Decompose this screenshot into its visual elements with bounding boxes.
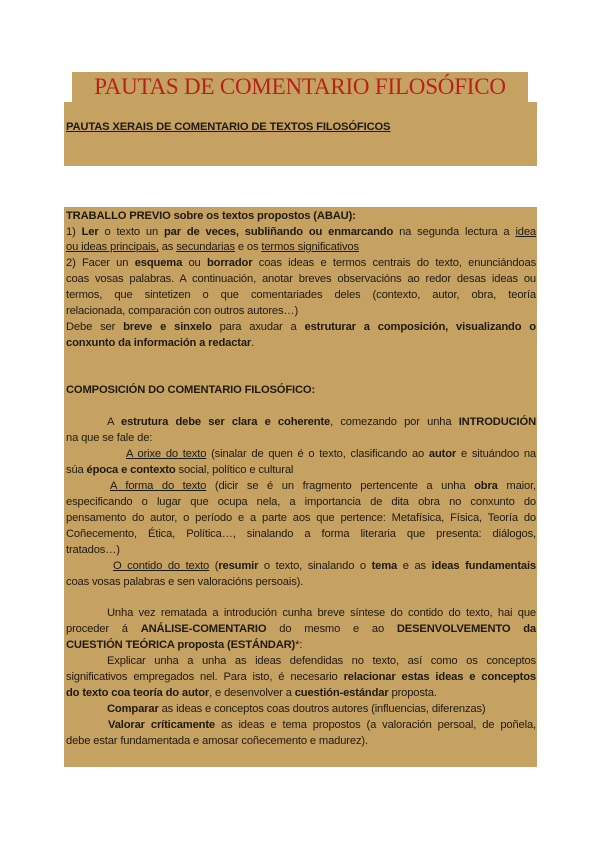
text: o texto un — [98, 226, 164, 238]
traballo-p3-line2 — [66, 337, 536, 350]
text: as — [158, 241, 177, 253]
text: as ideas e tema propostos (a valoración persoal, de poñela, — [214, 719, 536, 731]
text: A orixe do texto — [126, 448, 207, 460]
traballo-p2-line4: relacionada, comparación con outros autores…) — [66, 305, 299, 317]
text: e as — [397, 560, 432, 572]
text: (sinalar de quen é o texto, clasificando ao — [206, 448, 429, 460]
orixe-line2 — [66, 464, 536, 477]
text: A forma do texto — [110, 480, 207, 492]
text: . — [251, 337, 255, 349]
text: CUESTIÓN TEÓRICA proposta (ESTÁNDAR) — [66, 639, 296, 651]
text: conxunto da información a redactar — [66, 337, 252, 349]
contido-line2: coas vosas palabras e sen valoracións persoais). — [66, 576, 304, 588]
text: do texto coa teoría do autor — [66, 687, 210, 699]
text: idea — [515, 226, 536, 238]
unha-line2 — [66, 623, 536, 636]
text: ANÁLISE-COMENTARIO — [140, 623, 267, 635]
forma-line4: Coñecemento, Ética, Política…, sinalando a forma literaria que presenta: diálogos, — [66, 528, 536, 540]
explicar-line2 — [66, 671, 536, 684]
text: breve e sinxelo — [123, 321, 212, 333]
text: proceder á — [66, 623, 141, 635]
text: as ideas e conceptos coas doutros autores (influencias, diferenzas) — [158, 703, 486, 715]
text: resumir — [218, 560, 259, 572]
text: súa — [66, 464, 87, 476]
subtitle: PAUTAS XERAIS DE COMENTARIO DE TEXTOS FILOSÓFICOS — [66, 121, 391, 133]
text: autor — [428, 448, 457, 460]
text: Comparar — [107, 703, 159, 715]
forma-line1 — [110, 480, 536, 493]
text: COMPOSICIÓN DO COMENTARIO FILOSÓFICO: — [66, 384, 316, 396]
text: maior, — [497, 480, 536, 492]
text: INTRODUCIÓN — [458, 416, 536, 428]
forma-line3: pensamento do autor, o período e a parte aos que pertence: Metafísica, Física, Teoría do — [66, 512, 536, 524]
text: do mesmo e ao — [266, 623, 397, 635]
text: ou ideas principais, — [66, 241, 159, 253]
comparar-line — [107, 703, 536, 716]
text: termos significativos — [261, 241, 359, 253]
explicar-line3 — [66, 687, 536, 700]
text: Ler — [81, 226, 99, 238]
text: ( — [209, 560, 219, 572]
text: Debe ser — [66, 321, 124, 333]
valorar-line1 — [108, 719, 536, 732]
title-box — [72, 72, 528, 102]
text: relacionar estas ideas e conceptos — [343, 671, 536, 683]
text: obra — [474, 480, 498, 492]
text: estruturar a composición, visualizando o — [304, 321, 536, 333]
text: coas ideas e termos centrais do texto, enunciándoas — [252, 257, 537, 269]
text: social, político e cultural — [175, 464, 294, 476]
intro-line1 — [107, 416, 536, 429]
text: , comezando por unha — [330, 416, 459, 428]
text: Valorar críticamente — [108, 719, 215, 731]
text: ou — [182, 257, 207, 269]
forma-line2: especificando o lugar que ocupa nela, a importancia de dita obra no conxunto do — [66, 496, 536, 508]
text: na segunda lectura a — [393, 226, 516, 238]
traballo-p1-line2 — [66, 241, 536, 254]
intro-line2: na que se fale de: — [66, 432, 153, 444]
text: e situándoo na — [456, 448, 536, 460]
unha-line3 — [66, 639, 536, 652]
text: *: — [295, 639, 303, 651]
subtitle-panel — [64, 102, 537, 166]
valorar-line2: debe estar fundamentada e amosar coñecemento e madurez). — [66, 735, 368, 747]
text: ideas fundamentais — [431, 560, 537, 572]
traballo-p2-line3: termos, que sintetizen o que comentariades deles (contexto, autor, obra, teoría — [66, 289, 536, 301]
text: estrutura debe ser clara e coherente — [121, 416, 331, 428]
page-title: PAUTAS DE COMENTARIO FILOSÓFICO — [94, 74, 506, 99]
text: secundarias — [176, 241, 235, 253]
text: 2) Facer un — [66, 257, 135, 269]
text: , e desenvolver a — [209, 687, 295, 699]
traballo-p3-line1 — [66, 321, 536, 334]
composicion-heading — [66, 384, 536, 397]
text: DESENVOLVEMENTO da — [396, 623, 537, 635]
unha-line1: Unha vez rematada a introdución cunha breve síntese do contido do texto, hai que — [107, 607, 536, 619]
text: borrador — [206, 257, 253, 269]
text: tema — [371, 560, 398, 572]
forma-line5: tratados…) — [66, 544, 120, 556]
text: para axudar a — [211, 321, 305, 333]
text: o texto, sinalando o — [258, 560, 372, 572]
traballo-p2-line2: coas vosas palabras. A continuación, anotar breves observacións ao redor desas ideas ou — [66, 273, 536, 285]
text: O contido do texto — [113, 560, 210, 572]
traballo-p1-line1 — [66, 226, 536, 239]
traballo-heading: TRABALLO PREVIO sobre os textos propostos (ABAU): — [66, 210, 356, 222]
orixe-line1 — [126, 448, 536, 461]
text: significativos empregados nel. Para isto, é necesario — [66, 671, 344, 683]
traballo-p2-line1 — [66, 257, 536, 270]
text: proposta. — [388, 687, 437, 699]
text: época e contexto — [86, 464, 176, 476]
text: esquema — [134, 257, 183, 269]
text: A — [107, 416, 121, 428]
text: par de veces, subliñando ou enmarcando — [163, 226, 394, 238]
text: (dicir se é un fragmento pertencente a unha — [206, 480, 475, 492]
text: e os — [234, 241, 262, 253]
text: cuestión-estándar — [294, 687, 389, 699]
contido-line1 — [113, 560, 536, 573]
text: 1) — [66, 226, 82, 238]
explicar-line1: Explicar unha a unha as ideas defendidas no texto, así como os conceptos — [107, 655, 536, 667]
